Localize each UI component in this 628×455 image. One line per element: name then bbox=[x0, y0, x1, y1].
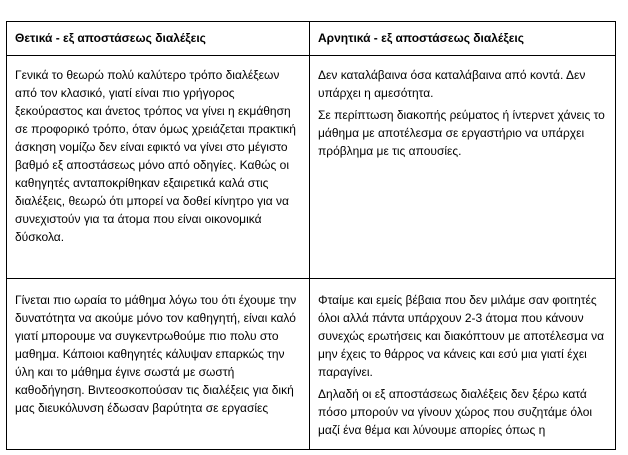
cell-paragraph: Γενικά το θεωρώ πολύ καλύτερο τρόπο διαλέξεων από τον κλασικό, γιατί είναι πιο γρήγορος ξεκούραστος και άνετος τρόπος να γίνει η εκμάθηση σε προφορικό τρόπο, όταν όμως χρειάζεται πρακτική άσκηση νομίζω δεν είναι εφικτό να γίνει στο μέγιστο βαθμό εξ αποστάσεως μόνο από οδηγίες. Καθώς οι καθηγητές ανταποκρίθηκαν εξαιρετικά καλά στις διαλέξεις, θεωρώ ότι μπορεί να δοθεί κίνητρο για να συνεχιστούν για τα άτομα που είναι οικονομικά δύσκολα. bbox=[15, 68, 296, 244]
cell-paragraph: Γίνεται πιο ωραία το μάθημα λόγω του ότι έχουμε την δυνατότητα να ακούμε μόνο τον καθηγητή, είναι καλό γιατί μπορουμε να συγκεντρωθούμε πιο πολυ στο μαθημα. Κάποιοι καθηγητές κάλυψαν επαρκώς την ύλη και το μάθημα έγινε σωστά με σωστή καθοδήγηση. Βιντεοσκοπούσαν τις διαλέξεις για δική μας διευκόλυνση έδωσαν βαρύτητα σε εργασίες bbox=[15, 293, 297, 415]
positive-cell bbox=[7, 279, 310, 450]
cell-paragraph: Δηλαδή οι εξ αποστάσεως διαλέξεις δεν ξέρω κατά πόσο μπορούν να γίνουν χώρος που συζητάμε όλοι μαζί ένα θέμα και λύνουμε απορίες όπως η bbox=[318, 387, 593, 437]
cell-paragraph: Δεν καταλάβαινα όσα καταλάβαινα από κοντά. Δεν υπάρχει η αμεσότητα. bbox=[318, 68, 586, 100]
cell-paragraph: Σε περίπτωση διακοπής ρεύματος ή ίντερνετ χάνεις το μάθημα με αποτέλεσμα σε εργαστήριο να υπάρχει πρόβλημα με τις απουσίες. bbox=[318, 108, 605, 158]
feedback-table bbox=[6, 21, 616, 450]
positive-cell bbox=[7, 56, 310, 279]
cell-paragraph: Φταίμε και εμείς βέβαια που δεν μιλάμε σαν φοιτητές όλοι αλλά πάντα υπάρχουν 2-3 άτομα που κάνουν συνεχώς ερωτήσεις και διακόπτουν με αποτέλεσμα να μην έχεις το θάρρος να κάνεις και εσύ μια γιατί έχει παραγίνει. bbox=[318, 293, 605, 379]
table-row bbox=[7, 279, 616, 450]
header-negative: Αρνητικά - εξ αποστάσεως διαλέξεις bbox=[310, 22, 616, 56]
header-positive: Θετικά - εξ αποστάσεως διαλέξεις bbox=[7, 22, 310, 56]
table-header-row bbox=[7, 22, 616, 56]
negative-cell bbox=[310, 56, 616, 279]
negative-cell bbox=[310, 279, 616, 450]
table-row bbox=[7, 56, 616, 279]
